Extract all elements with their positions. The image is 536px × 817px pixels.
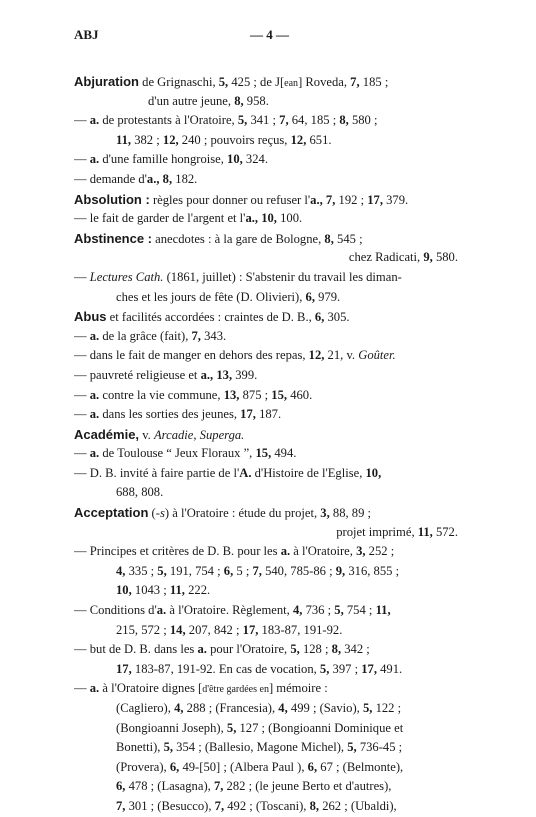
entry-line: — Lectures Cath. (1861, juillet) : S'abstenir du travail les diman- [74, 269, 402, 284]
entry-line: Acceptation (-s) à l'Oratoire : étude du projet, 3, 88, 89 ; [74, 505, 372, 521]
entry-line: 6, 478 ; (Lasagna), 7, 282 ; (le jeune Berto et d'autres), [116, 779, 392, 794]
entry-line: 7, 301 ; (Besucco), 7, 492 ; (Toscani), 8, 262 ; (Ubaldi), [116, 798, 397, 813]
entry-line: Absolution : règles pour donner ou refuser l'a., 7, 192 ; 17, 379. [74, 191, 409, 207]
entry-line: — a. de Toulouse “ Jeux Floraux ”, 15, 494. [74, 446, 297, 461]
entry-line: Bonetti), 5, 354 ; (Ballesio, Magone Michel), 5, 736-45 ; [116, 740, 403, 755]
entry-line: Académie, v. Arcadie, Superga. [74, 426, 245, 442]
entry-line: Abjuration de Grignaschi, 5, 425 ; de J[ean] Roveda, 7, 185 ; [74, 74, 389, 89]
entry-line: — pauvreté religieuse et a., 13, 399. [74, 367, 258, 382]
entry-line: Abstinence : anecdotes : à la gare de Bologne, 8, 545 ; [74, 230, 363, 246]
entry-line: — le fait de garder de l'argent et l'a., 10, 100. [74, 211, 303, 226]
running-head: ABJ [74, 27, 99, 42]
entry-line: chez Radicati, 9, 580. [348, 250, 458, 265]
entry-line: — a. de la grâce (fait), 7, 343. [74, 328, 227, 343]
entry-line: — a. à l'Oratoire dignes [d'être gardées en] mémoire : [74, 681, 328, 696]
index-entries [74, 72, 466, 817]
entry-line: 4, 335 ; 5, 191, 754 ; 6, 5 ; 7, 540, 785-86 ; 9, 316, 855 ; [116, 563, 400, 578]
entry-line: — dans le fait de manger en dehors des repas, 12, 21, v. Goûter. [74, 348, 396, 363]
entry-line: Abus et facilités accordées : craintes de D. B., 6, 305. [74, 309, 350, 325]
entry-line: — Principes et critères de D. B. pour les a. à l'Oratoire, 3, 252 ; [74, 544, 395, 559]
entry-line: — a. d'une famille hongroise, 10, 324. [74, 152, 268, 167]
page-number: — 4 — [250, 27, 289, 42]
entry-line: (Cagliero), 4, 288 ; (Francesia), 4, 499 ; (Savio), 5, 122 ; [116, 701, 402, 715]
entry-line: 17, 183-87, 191-92. En cas de vocation, 5, 397 ; 17, 491. [116, 661, 403, 676]
entry-line: projet imprimé, 11, 572. [336, 524, 458, 539]
entry-line: 11, 382 ; 12, 240 ; pouvoirs reçus, 12, 651. [116, 132, 332, 147]
entry-line: — but de D. B. dans les a. pour l'Oratoire, 5, 128 ; 8, 342 ; [74, 642, 370, 657]
entry-line: (Bongioanni Joseph), 5, 127 ; (Bongioanni Dominique et [116, 720, 404, 735]
entry-line: (Provera), 6, 49-[50] ; (Albera Paul ), 6, 67 ; (Belmonte), [116, 759, 404, 774]
entry-line: — D. B. invité à faire partie de l'A. d'Histoire de l'Eglise, 10, [74, 465, 382, 480]
entry-line: d'un autre jeune, 8, 958. [148, 93, 269, 108]
entry-line: 10, 1043 ; 11, 222. [116, 583, 211, 598]
entry-line: 215, 572 ; 14, 207, 842 ; 17, 183-87, 191-92. [116, 622, 343, 637]
entry-line: 688, 808. [116, 485, 164, 500]
entry-line: — a. dans les sorties des jeunes, 17, 187. [74, 407, 282, 422]
entry-line: ches et les jours de fête (D. Olivieri), 6, 979. [116, 289, 341, 304]
entry-line: — Conditions d'a. à l'Oratoire. Règlement, 4, 736 ; 5, 754 ; 11, [74, 603, 391, 618]
entry-line: — a. contre la vie commune, 13, 875 ; 15, 460. [74, 387, 313, 402]
entry-line: — a. de protestants à l'Oratoire, 5, 341 ; 7, 64, 185 ; 8, 580 ; [74, 113, 378, 128]
entry-line: — demande d'a., 8, 182. [74, 171, 198, 186]
